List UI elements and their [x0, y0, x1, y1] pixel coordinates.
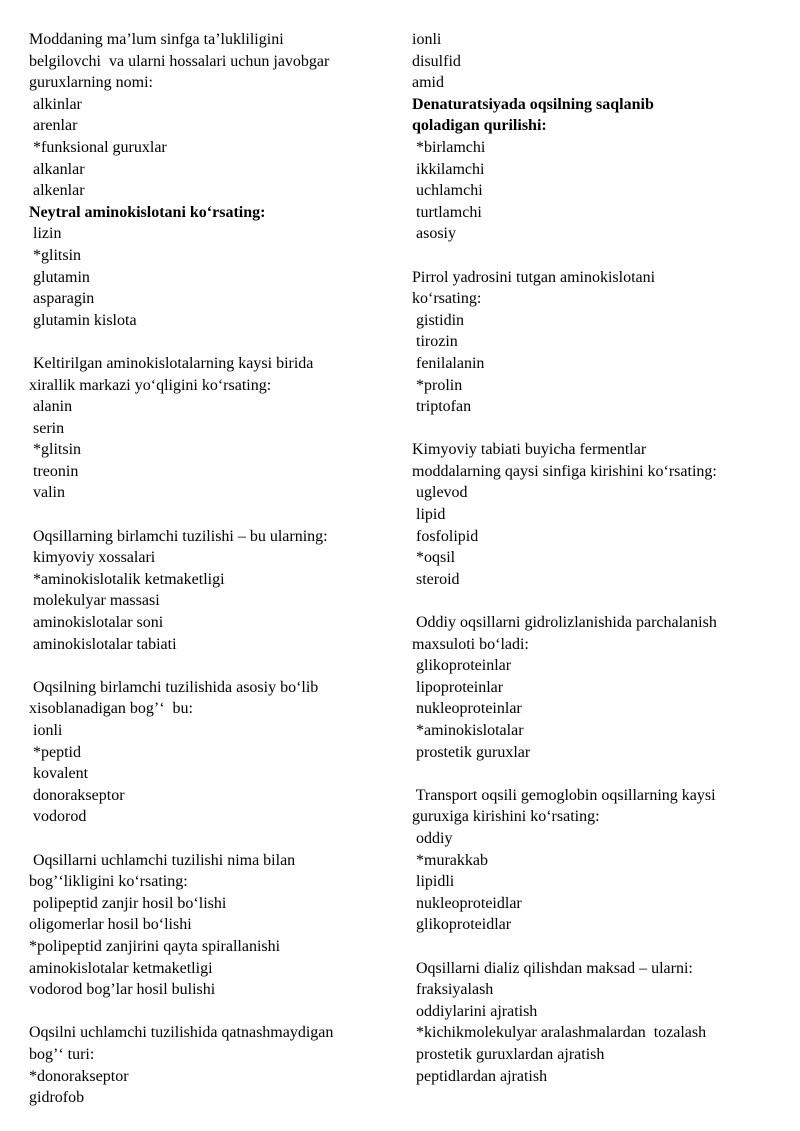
text-line: gistidin — [412, 311, 465, 329]
text-line: *peptid — [29, 743, 81, 761]
text-line: Oqsilning birlamchi tuzilishida asosiy bo‘lib — [29, 678, 319, 696]
text-line: *donorakseptor — [29, 1067, 129, 1085]
text-line: turtlamchi — [412, 203, 482, 221]
text-line: asparagin — [29, 290, 95, 308]
blank-line — [29, 504, 399, 526]
question-heading: Denaturatsiyada oqsilning saqlanib — [412, 95, 654, 113]
text-line: steroid — [412, 570, 460, 588]
text-line: kimyoviy xossalari — [29, 549, 156, 567]
blank-line — [412, 418, 782, 440]
blank-line — [412, 936, 782, 958]
text-line: Oddiy oqsillarni gidrolizlanishida parchalanish — [412, 614, 717, 632]
text-line: *aminokislotalik ketmaketligi — [29, 570, 225, 588]
blank-line — [29, 331, 399, 353]
text-line: aminokislotalar tabiati — [29, 635, 177, 653]
text-line: glutamin — [29, 268, 90, 286]
blank-line — [412, 590, 782, 612]
text-line: prostetik guruxlar — [412, 743, 531, 761]
text-line: *kichikmolekulyar aralashmalardan tozalash — [412, 1024, 707, 1042]
right-column — [412, 29, 782, 1087]
text-line: tirozin — [412, 333, 458, 351]
blank-line — [412, 245, 782, 267]
text-line: kovalent — [29, 765, 89, 783]
text-line: glikoproteidlar — [412, 916, 512, 934]
left-column — [29, 29, 399, 1109]
text-line: ionli — [412, 31, 442, 48]
text-line: valin — [29, 484, 65, 502]
text-line: vodorod — [29, 808, 87, 826]
text-line: aminokislotalar soni — [29, 614, 164, 632]
text-line: nukleoproteidlar — [412, 894, 522, 912]
blank-line — [29, 655, 399, 677]
text-line: moddalarning qaysi sinfiga kirishini ko‘rsating: — [412, 462, 717, 480]
text-line: vodorod bog’lar hosil bulishi — [29, 981, 216, 999]
text-line: fosfolipid — [412, 527, 479, 545]
text-line: arenlar — [29, 117, 78, 135]
text-line: lipidli — [412, 873, 455, 891]
text-line: alanin — [29, 398, 73, 416]
text-line: oligomerlar hosil bo‘lishi — [29, 916, 192, 934]
text-line: glutamin kislota — [29, 311, 137, 329]
text-line: Transport oqsili gemoglobin oqsillarning kaysi — [412, 786, 716, 804]
text-line: fraksiyalash — [412, 981, 494, 999]
text-line: Oqsillarning birlamchi tuzilishi – bu ularning: — [29, 527, 328, 545]
text-line: polipeptid zanjir hosil bo‘lishi — [29, 894, 227, 912]
text-line: treonin — [29, 462, 79, 480]
blank-line — [29, 1001, 399, 1023]
text-line: serin — [29, 419, 65, 437]
text-line: nukleoproteinlar — [412, 700, 522, 718]
question-heading: Neytral aminokislotani ko‘rsating: — [29, 203, 266, 221]
text-line: *prolin — [412, 376, 463, 394]
text-line: belgilovchi va ularni hossalari uchun javobgar — [29, 52, 330, 70]
text-line: xirallik markazi yo‘qligini ko‘rsating: — [29, 376, 272, 394]
text-line: amid — [412, 74, 444, 92]
text-line: donorakseptor — [29, 786, 125, 804]
text-line: glikoproteinlar — [412, 657, 512, 675]
text-line: maxsuloti bo‘ladi: — [412, 635, 529, 653]
text-line: oddiy — [412, 829, 453, 847]
text-line: Oqsilni uchlamchi tuzilishida qatnashmaydigan — [29, 1024, 334, 1042]
text-line: lizin — [29, 225, 62, 243]
text-line: guruxiga kirishini ko‘rsating: — [412, 808, 600, 826]
text-line: triptofan — [412, 398, 472, 416]
text-line: *glitsin — [29, 441, 82, 459]
question-heading: qoladigan qurilishi: — [412, 117, 547, 135]
text-line: Kimyoviy tabiati buyicha fermentlar — [412, 441, 647, 459]
text-line: uglevod — [412, 484, 468, 502]
text-line: xisoblanadigan bog’‘ bu: — [29, 700, 193, 718]
text-line: fenilalanin — [412, 354, 485, 372]
text-line: Oqsillarni uchlamchi tuzilishi nima bilan — [29, 851, 296, 869]
text-line: *oqsil — [412, 549, 456, 567]
text-line: ionli — [29, 722, 63, 739]
text-line: *aminokislotalar — [412, 722, 524, 739]
text-line: bog’‘ turi: — [29, 1045, 95, 1063]
text-line: guruxlarning nomi: — [29, 74, 153, 92]
text-line: alkanlar — [29, 160, 85, 178]
text-line: alkinlar — [29, 95, 82, 113]
text-line: gidrofob — [29, 1089, 85, 1107]
text-line: prostetik guruxlardan ajratish — [412, 1045, 605, 1063]
text-line: ko‘rsating: — [412, 290, 482, 308]
text-line: lipid — [412, 506, 446, 524]
text-line: aminokislotalar ketmaketligi — [29, 959, 213, 977]
text-line: *murakkab — [412, 851, 488, 869]
blank-line — [29, 828, 399, 850]
text-line: Keltirilgan aminokislotalarning kaysi birida — [29, 354, 314, 372]
text-line: ikkilamchi — [412, 160, 485, 178]
text-line: Moddaning ma’lum sinfga ta’lukliligini — [29, 31, 284, 48]
text-line: Pirrol yadrosini tutgan aminokislotani — [412, 268, 656, 286]
text-line: Oqsillarni dializ qilishdan maksad – ularni: — [412, 959, 693, 977]
text-line: *funksional guruxlar — [29, 138, 167, 156]
text-line: lipoproteinlar — [412, 678, 504, 696]
text-line: disulfid — [412, 52, 461, 70]
text-line: *birlamchi — [412, 138, 486, 156]
text-line: *glitsin — [29, 246, 82, 264]
text-line: peptidlardan ajratish — [412, 1067, 548, 1085]
blank-line — [412, 763, 782, 785]
text-line: bog’‘likligini ko‘rsating: — [29, 873, 188, 891]
text-line: asosiy — [412, 225, 456, 243]
text-line: alkenlar — [29, 182, 85, 200]
text-line: *polipeptid zanjirini qayta spirallanishi — [29, 937, 281, 955]
text-line: uchlamchi — [412, 182, 483, 200]
text-line: oddiylarini ajratish — [412, 1002, 538, 1020]
text-line: molekulyar massasi — [29, 592, 160, 610]
